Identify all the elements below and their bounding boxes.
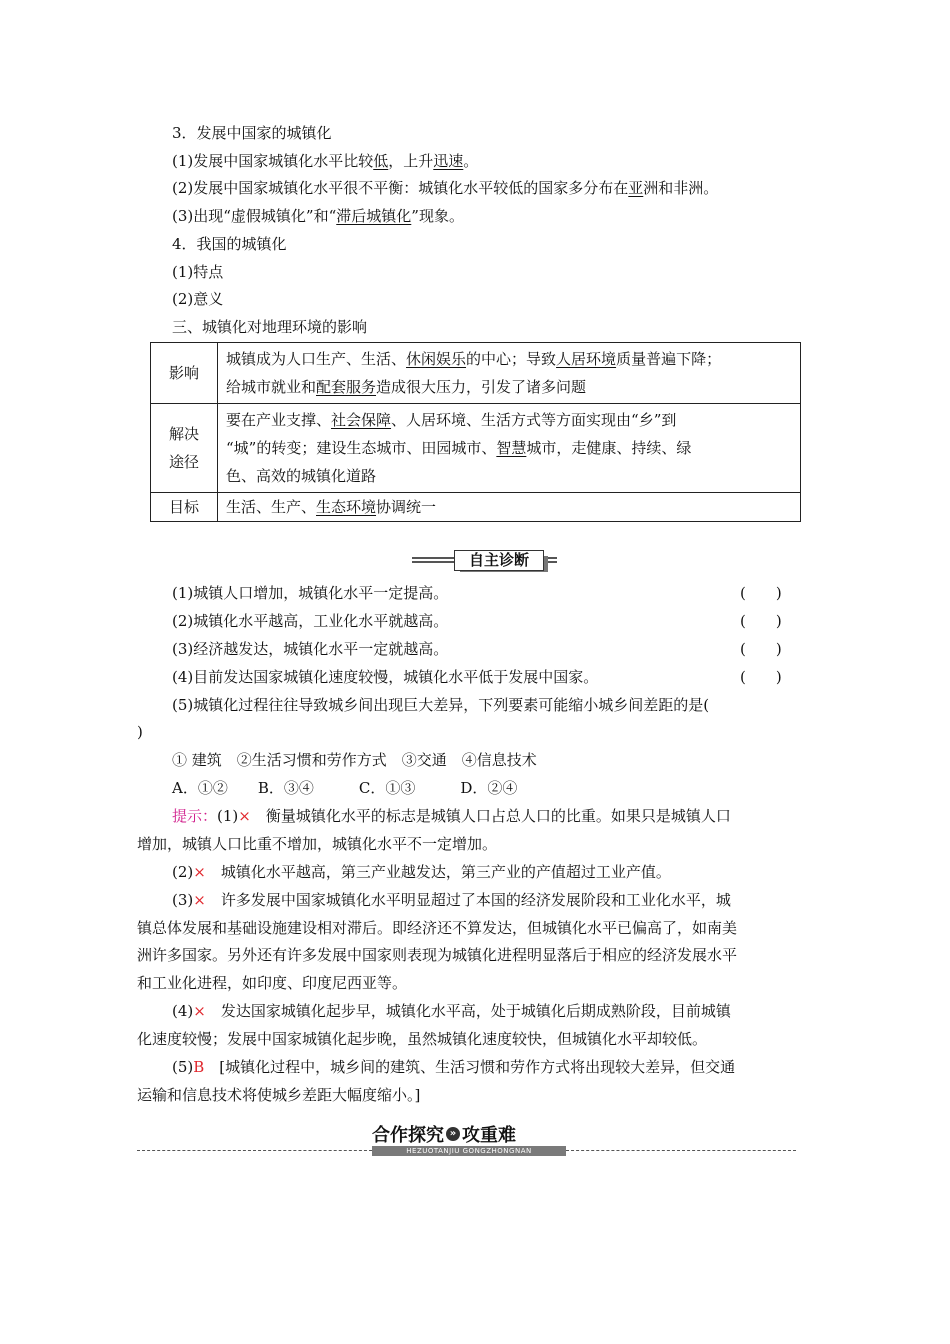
section-4-point-2: (2)意义	[172, 290, 224, 308]
answer-blank: ( )	[740, 584, 782, 602]
hint-5: (5)B [城镇化过程中，城乡间的建筑、生活习惯和劳作方式将出现较大差异，但交通	[172, 1058, 736, 1076]
hint-label: 提示：	[172, 807, 218, 825]
answer-blank: ( )	[740, 640, 782, 658]
hint-3: (3)× 许多发展中国家城镇化水平明显超过了本国的经济发展阶段和工业化水平，城	[172, 891, 731, 909]
hint-5-continued: 运输和信息技术将使城乡差距大幅度缩小。]	[137, 1086, 421, 1104]
diagnosis-question-4: (4)目前发达国家城镇化速度较慢，城镇化水平低于发展中国家。	[172, 668, 599, 686]
table-row-head-impact: 影响	[151, 343, 218, 404]
impact-table	[150, 342, 801, 522]
section-3-point-2: (2)发展中国家城镇化水平很不平衡：城镇化水平较低的国家多分布在亚洲和非洲。	[172, 179, 719, 197]
hint-2: (2)× 城镇化水平越高，第三产业越发达，第三产业的产值超过工业产值。	[172, 863, 671, 881]
divider	[137, 1150, 372, 1151]
divider	[566, 1150, 796, 1151]
answer-blank: ( )	[740, 612, 782, 630]
diagnosis-question-3: (3)经济越发达，城镇化水平一定就越高。	[172, 640, 449, 658]
hint-3-continued: 洲许多国家。另外还有许多发展中国家则表现为城镇化进程明显落后于相应的经济发展水平	[137, 946, 738, 964]
table-cell-impact: 城镇成为人口生产、生活、休闲娱乐的中心；导致人居环境质量普遍下降； 给城市就业和配套服务造成很大压力，引发了诸多问题	[218, 343, 801, 404]
table-row	[151, 493, 801, 522]
table-cell-solution: 要在产业支撑、社会保障、人居环境、生活方式等方面实现由“乡”到 “城”的转变；建设生态城市、田园城市、智慧城市，走健康、持续、绿 色、高效的城镇化道路	[218, 404, 801, 493]
hint-1: 提示：(1)× 衡量城镇化水平的标志是城镇人口占总人口的比重。如果只是城镇人口	[172, 807, 731, 825]
answer-blank: ( )	[740, 668, 782, 686]
section-4-point-1: (1)特点	[172, 263, 224, 281]
table-row	[151, 404, 801, 493]
hint-1-continued: 增加，城镇人口比重不增加，城镇化水平不一定增加。	[137, 835, 498, 853]
diagnosis-question-1: (1)城镇人口增加，城镇化水平一定提高。	[172, 584, 449, 602]
hint-4-continued: 化速度较慢；发展中国家城镇化起步晚，虽然城镇化速度较快，但城镇化水平却较低。	[137, 1030, 708, 1048]
diagnosis-question-5: (5)城镇化过程往往导致城乡间出现巨大差异，下列要素可能缩小城乡间差距的是(	[172, 696, 710, 714]
section-impact-title: 三、城镇化对地理环境的影响	[172, 318, 368, 336]
section-3-point-1: (1)发展中国家城镇化水平比较低，上升迅速。	[172, 152, 479, 170]
self-diagnosis-banner	[412, 550, 557, 572]
diagnosis-question-5-end: )	[137, 723, 143, 741]
hint-3-continued: 镇总体发展和基础设施建设相对滞后。即经济还不算发达，但城镇化水平已偏高了，如南美	[137, 919, 738, 937]
self-diagnosis-title: 自主诊断	[454, 550, 544, 571]
section-3-point-3: (3)出现“虚假城镇化”和“滞后城镇化”现象。	[172, 207, 464, 225]
section-3-title: 3．发展中国家的城镇化	[172, 124, 332, 142]
hint-3-continued: 和工业化进程，如印度、印度尼西亚等。	[137, 974, 408, 992]
cooperative-inquiry-heading: 合作探究 » 攻重难	[372, 1125, 516, 1146]
diagnosis-question-2: (2)城镇化水平越高，工业化水平就越高。	[172, 612, 449, 630]
table-row-head-solution: 解决 途径	[151, 404, 218, 493]
hint-4: (4)× 发达国家城镇化起步早，城镇化水平高，处于城镇化后期成熟阶段，目前城镇	[172, 1002, 731, 1020]
section-4-title: 4．我国的城镇化	[172, 235, 287, 253]
heading-subtitle: HEZUOTANJIU GONGZHONGNAN	[372, 1146, 566, 1156]
question-5-options: A．①② B．③④ C．①③ D．②④	[172, 779, 518, 797]
table-cell-goal: 生活、生产、生态环境协调统一	[218, 493, 801, 522]
table-row-head-goal: 目标	[151, 493, 218, 522]
arrow-icon: »	[446, 1127, 460, 1141]
table-row	[151, 343, 801, 404]
question-5-items: ① 建筑 ②生活习惯和劳作方式 ③交通 ④信息技术	[172, 751, 537, 769]
